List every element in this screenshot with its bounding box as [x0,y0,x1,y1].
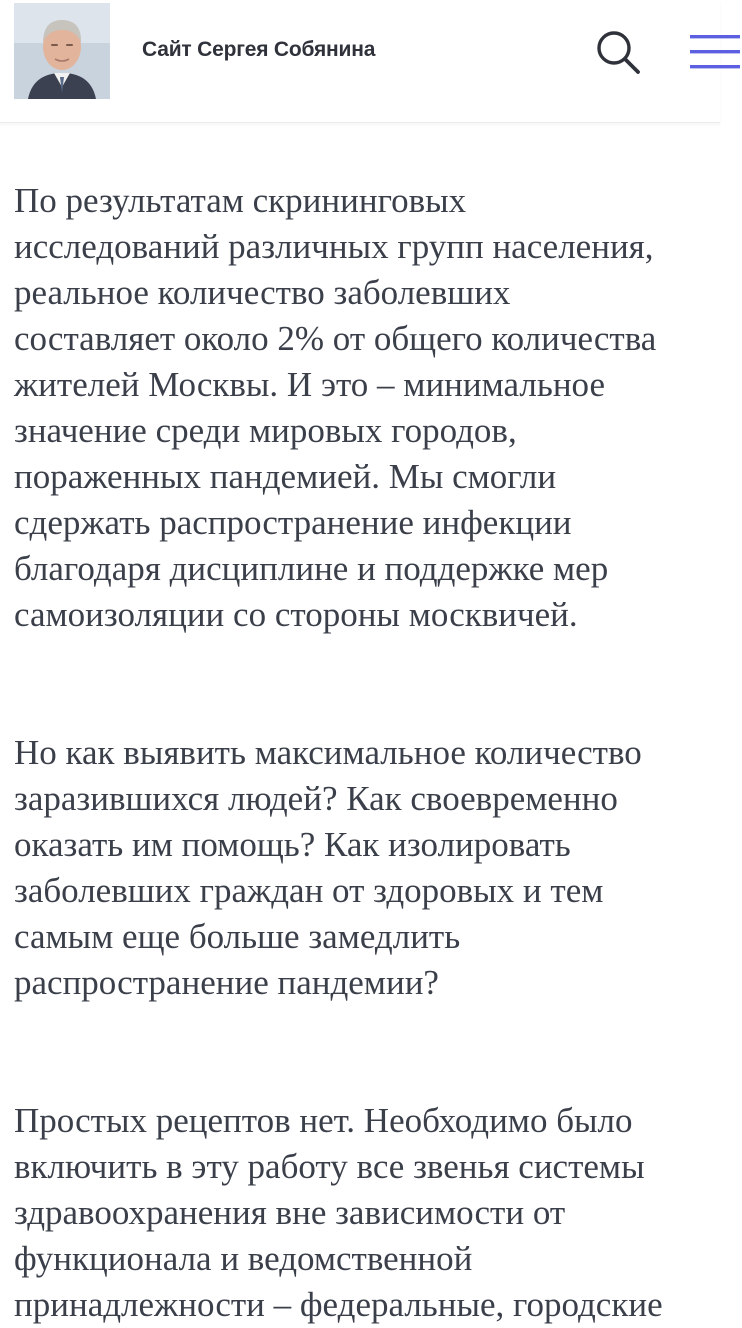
text-line: самоизоляции со стороны москвичей. [14,595,578,634]
avatar-portrait [14,3,110,99]
text-line: заболевших граждан от здоровых и тем [14,871,604,910]
article-paragraph-1 [14,178,734,638]
text-line: здравоохранения вне зависимости от [14,1193,566,1232]
hamburger-menu-icon [682,30,742,74]
text-line: По результатам скрининговых [14,181,467,220]
search-button[interactable] [592,26,644,78]
text-line: значение среди мировых городов, [14,411,517,450]
text-line: самым еще больше замедлить [14,917,461,956]
text-line: заразившихся людей? Как своевременно [14,779,618,818]
text-line: пораженных пандемией. Мы смогли [14,457,557,496]
site-header [0,0,720,123]
text-line: реальное количество заболевших [14,273,511,312]
article-body [14,178,734,1328]
text-line: Но как выявить максимальное количество [14,733,642,772]
site-title[interactable]: Сайт Сергея Собянина [142,38,376,61]
text-line: сдержать распространение инфекции [14,503,572,542]
text-line: исследований различных групп населения, [14,227,654,266]
text-line: Простых рецептов нет. Необходимо было [14,1101,633,1140]
article-paragraph-3 [14,1098,734,1328]
text-line: жителей Москвы. И это – минимальное [14,365,606,404]
search-icon [592,26,644,78]
menu-button[interactable] [682,30,720,74]
avatar[interactable] [14,3,110,99]
text-line: оказать им помощь? Как изолировать [14,825,571,864]
article-paragraph-2 [14,730,734,1006]
text-line: составляет около 2% от общего количества [14,319,657,358]
text-line: принадлежности – федеральные, городские [14,1285,663,1324]
text-line: распространение пандемии? [14,963,439,1002]
text-line: функционала и ведомственной [14,1239,473,1278]
text-line: благодаря дисциплине и поддержке мер [14,549,609,588]
text-line: включить в эту работу все звенья системы [14,1147,645,1186]
